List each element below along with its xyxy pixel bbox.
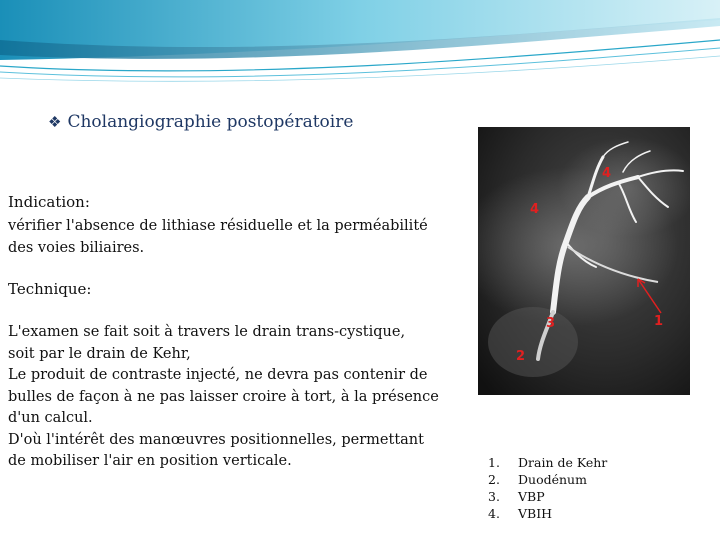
technique-line: D'où l'intérêt des manœuvres positionnelles, permettant: [8, 431, 424, 448]
xray-label-1: 1: [654, 314, 664, 329]
technique-line: Le produit de contraste injecté, ne devra pas contenir de: [8, 367, 428, 383]
legend-number: 2.: [488, 472, 500, 487]
indication-heading: [8, 193, 90, 211]
technique-line: L'examen se fait soit à travers le drain trans-cystique,: [8, 324, 406, 340]
indication-colon: :: [84, 193, 90, 211]
technique-colon: :: [86, 280, 92, 298]
xray-label-4-top: 4: [602, 166, 612, 181]
xray-label-3: 3: [546, 316, 556, 331]
technique-line: soit par le drain de Kehr,: [8, 345, 191, 362]
legend-item: [488, 454, 607, 471]
indication-line: vérifier l'absence de lithiase résiduelle et la perméabilité: [8, 218, 428, 234]
xray-legend: [488, 454, 607, 522]
technique-text: [8, 322, 439, 473]
legend-number: 3.: [488, 489, 500, 504]
legend-text: Drain de Kehr: [518, 455, 608, 470]
header-wave-band: [0, 0, 720, 90]
indication-line: des voies biliaires.: [8, 239, 145, 256]
technique-heading: [8, 280, 91, 298]
legend-item: [488, 488, 607, 505]
diamond-bullet-icon: ❖: [48, 113, 62, 131]
legend-text: Duodénum: [518, 472, 587, 487]
legend-number: 4.: [488, 506, 500, 521]
legend-text: VBIH: [518, 506, 553, 521]
legend-number: 1.: [488, 455, 500, 470]
indication-label: Indication: [8, 193, 85, 211]
legend-item: [488, 471, 607, 488]
cholangiography-xray-image: [478, 127, 690, 395]
technique-label: Technique: [8, 280, 87, 298]
legend-item: [488, 505, 607, 522]
xray-label-2: 2: [516, 349, 526, 364]
technique-line: d'un calcul.: [8, 410, 93, 426]
xray-label-4-left: 4: [530, 202, 540, 217]
technique-line: de mobiliser l'air en position verticale.: [8, 453, 292, 469]
slide-title: [48, 112, 353, 132]
indication-text: [8, 216, 428, 259]
slide-title-text: Cholangiographie postopératoire: [67, 112, 354, 132]
technique-line: bulles de façon à ne pas laisser croire à tort, à la présence: [8, 388, 439, 405]
legend-text: VBP: [518, 489, 545, 504]
